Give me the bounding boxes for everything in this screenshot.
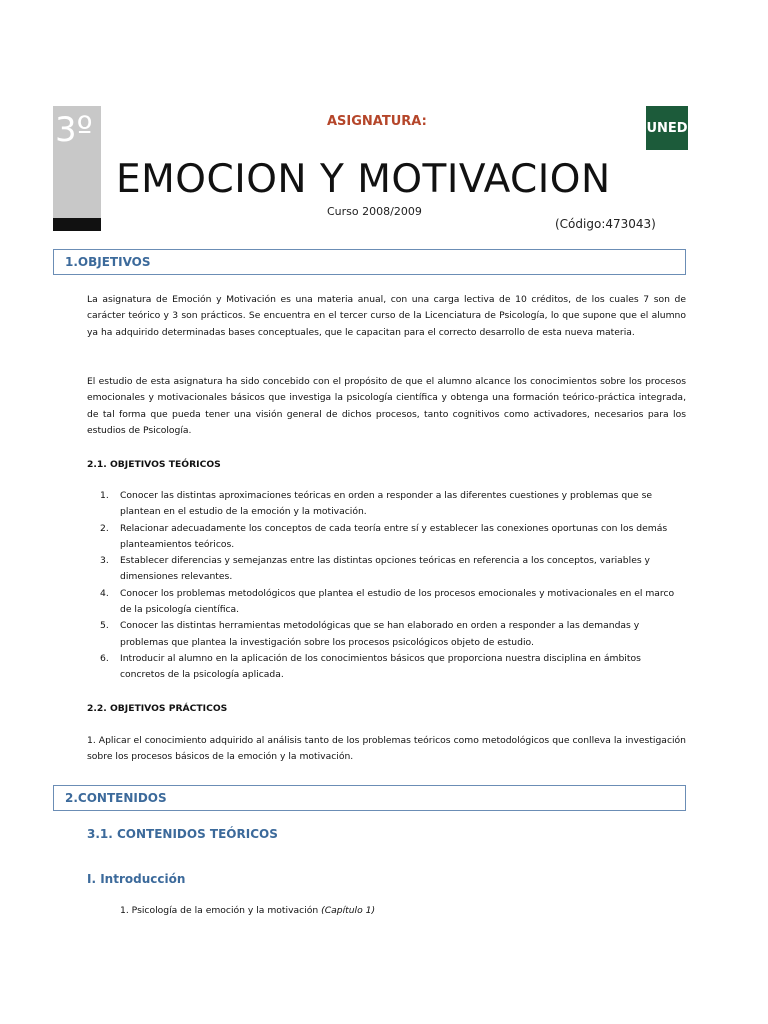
year-label: 3º (55, 110, 93, 150)
list-number: 3. (100, 555, 109, 567)
list-text: Conocer las distintas aproximaciones teóricas en orden a responder a las diferentes cuestiones y problemas que se plantean en el estudio de la emoción y la motivación. (120, 490, 653, 518)
course-year: Curso 2008/2009 (327, 205, 422, 218)
list-text: Conocer las distintas herramientas metodológicas que se han elaborado en orden a responder a las demandas y problemas que plantea la investigación sobre los procesos psicológicos objeto de estudio. (120, 620, 640, 648)
list-number: 1. (100, 490, 109, 501)
theoretical-objectives-list (100, 488, 686, 684)
list-text: Relacionar adecuadamente los conceptos de cada teoría entre sí y establecer las conexiones oportunas con los demás planteamientos teóricos. (120, 522, 668, 550)
list-number: 6. (100, 652, 109, 664)
list-item (100, 586, 686, 619)
list-item (100, 521, 686, 554)
purpose-paragraph: El estudio de esta asignatura ha sido concebido con el propósito de que el alumno alcance los conocimientos sobre los procesos emocionales y motivacionales básicos que investiga la psicología científica y obtenga una formación teórico-práctica integrada, de tal forma que pueda tener una visión general de dichos procesos, tanto cognitivos como activadores, necesarios para los estudios de Psicología. (87, 376, 686, 436)
section-header-objetivos (53, 249, 686, 275)
subject-code: (Código:473043) (555, 217, 656, 231)
list-item (100, 618, 686, 651)
uned-logo: UNED (646, 106, 688, 150)
list-text: Introducir al alumno en la aplicación de los conocimientos básicos que proporciona nuestra disciplina en ámbitos concretos de la psicología aplicada. (120, 652, 641, 681)
theoretical-contents-heading: 3.1. CONTENIDOS TEÓRICOS (87, 827, 278, 841)
practical-objective-paragraph: 1. Aplicar el conocimiento adquirido al análisis tanto de los problemas teóricos como metodológicos que conlleva la investigación sobre los procesos básicos de la emoción y la motivación. (87, 735, 686, 763)
list-number: 4. (100, 587, 109, 599)
theoretical-objectives-heading: 2.1. OBJETIVOS TEÓRICOS (87, 459, 221, 470)
section-header-contenidos (53, 785, 686, 811)
decorative-bar (53, 218, 101, 231)
practical-objectives-heading: 2.2. OBJETIVOS PRÁCTICOS (87, 703, 228, 714)
chapter-reference: (Capítulo 1) (321, 905, 376, 916)
section-heading: 2.CONTENIDOS (65, 791, 167, 805)
intro-paragraph: La asignatura de Emoción y Motivación es una materia anual, con una carga lectiva de 10 créditos, de los cuales 7 son de carácter teórico y 3 son prácticos. Se encuentra en el tercer curso de la Licenciatura de Psicología, lo que supone que el alumno ya ha adquirido determinadas bases conceptuales, que le capacitan para el correcto desarrollo de esta nueva materia. (87, 294, 686, 338)
subject-label: ASIGNATURA: (327, 114, 427, 129)
page-title: EMOCION Y MOTIVACION (116, 157, 611, 202)
list-text: Conocer los problemas metodológicos que plantea el estudio de los procesos emocionales y motivacionales en el marco de la psicología científica. (120, 587, 675, 616)
chapter-list-item (120, 905, 375, 916)
list-item (100, 651, 686, 684)
list-number: 5. (100, 620, 109, 632)
list-number: 2. (100, 522, 109, 534)
list-text: Establecer diferencias y semejanzas entre las distintas opciones teóricas en referencia a los conceptos, variables y dimensiones relevantes. (120, 555, 650, 583)
chapter-title: 1. Psicología de la emoción y la motivación (120, 905, 322, 916)
introduction-heading: I. Introducción (87, 872, 186, 886)
list-item (100, 488, 686, 521)
section-heading: 1.OBJETIVOS (65, 255, 151, 269)
list-item (100, 553, 686, 586)
